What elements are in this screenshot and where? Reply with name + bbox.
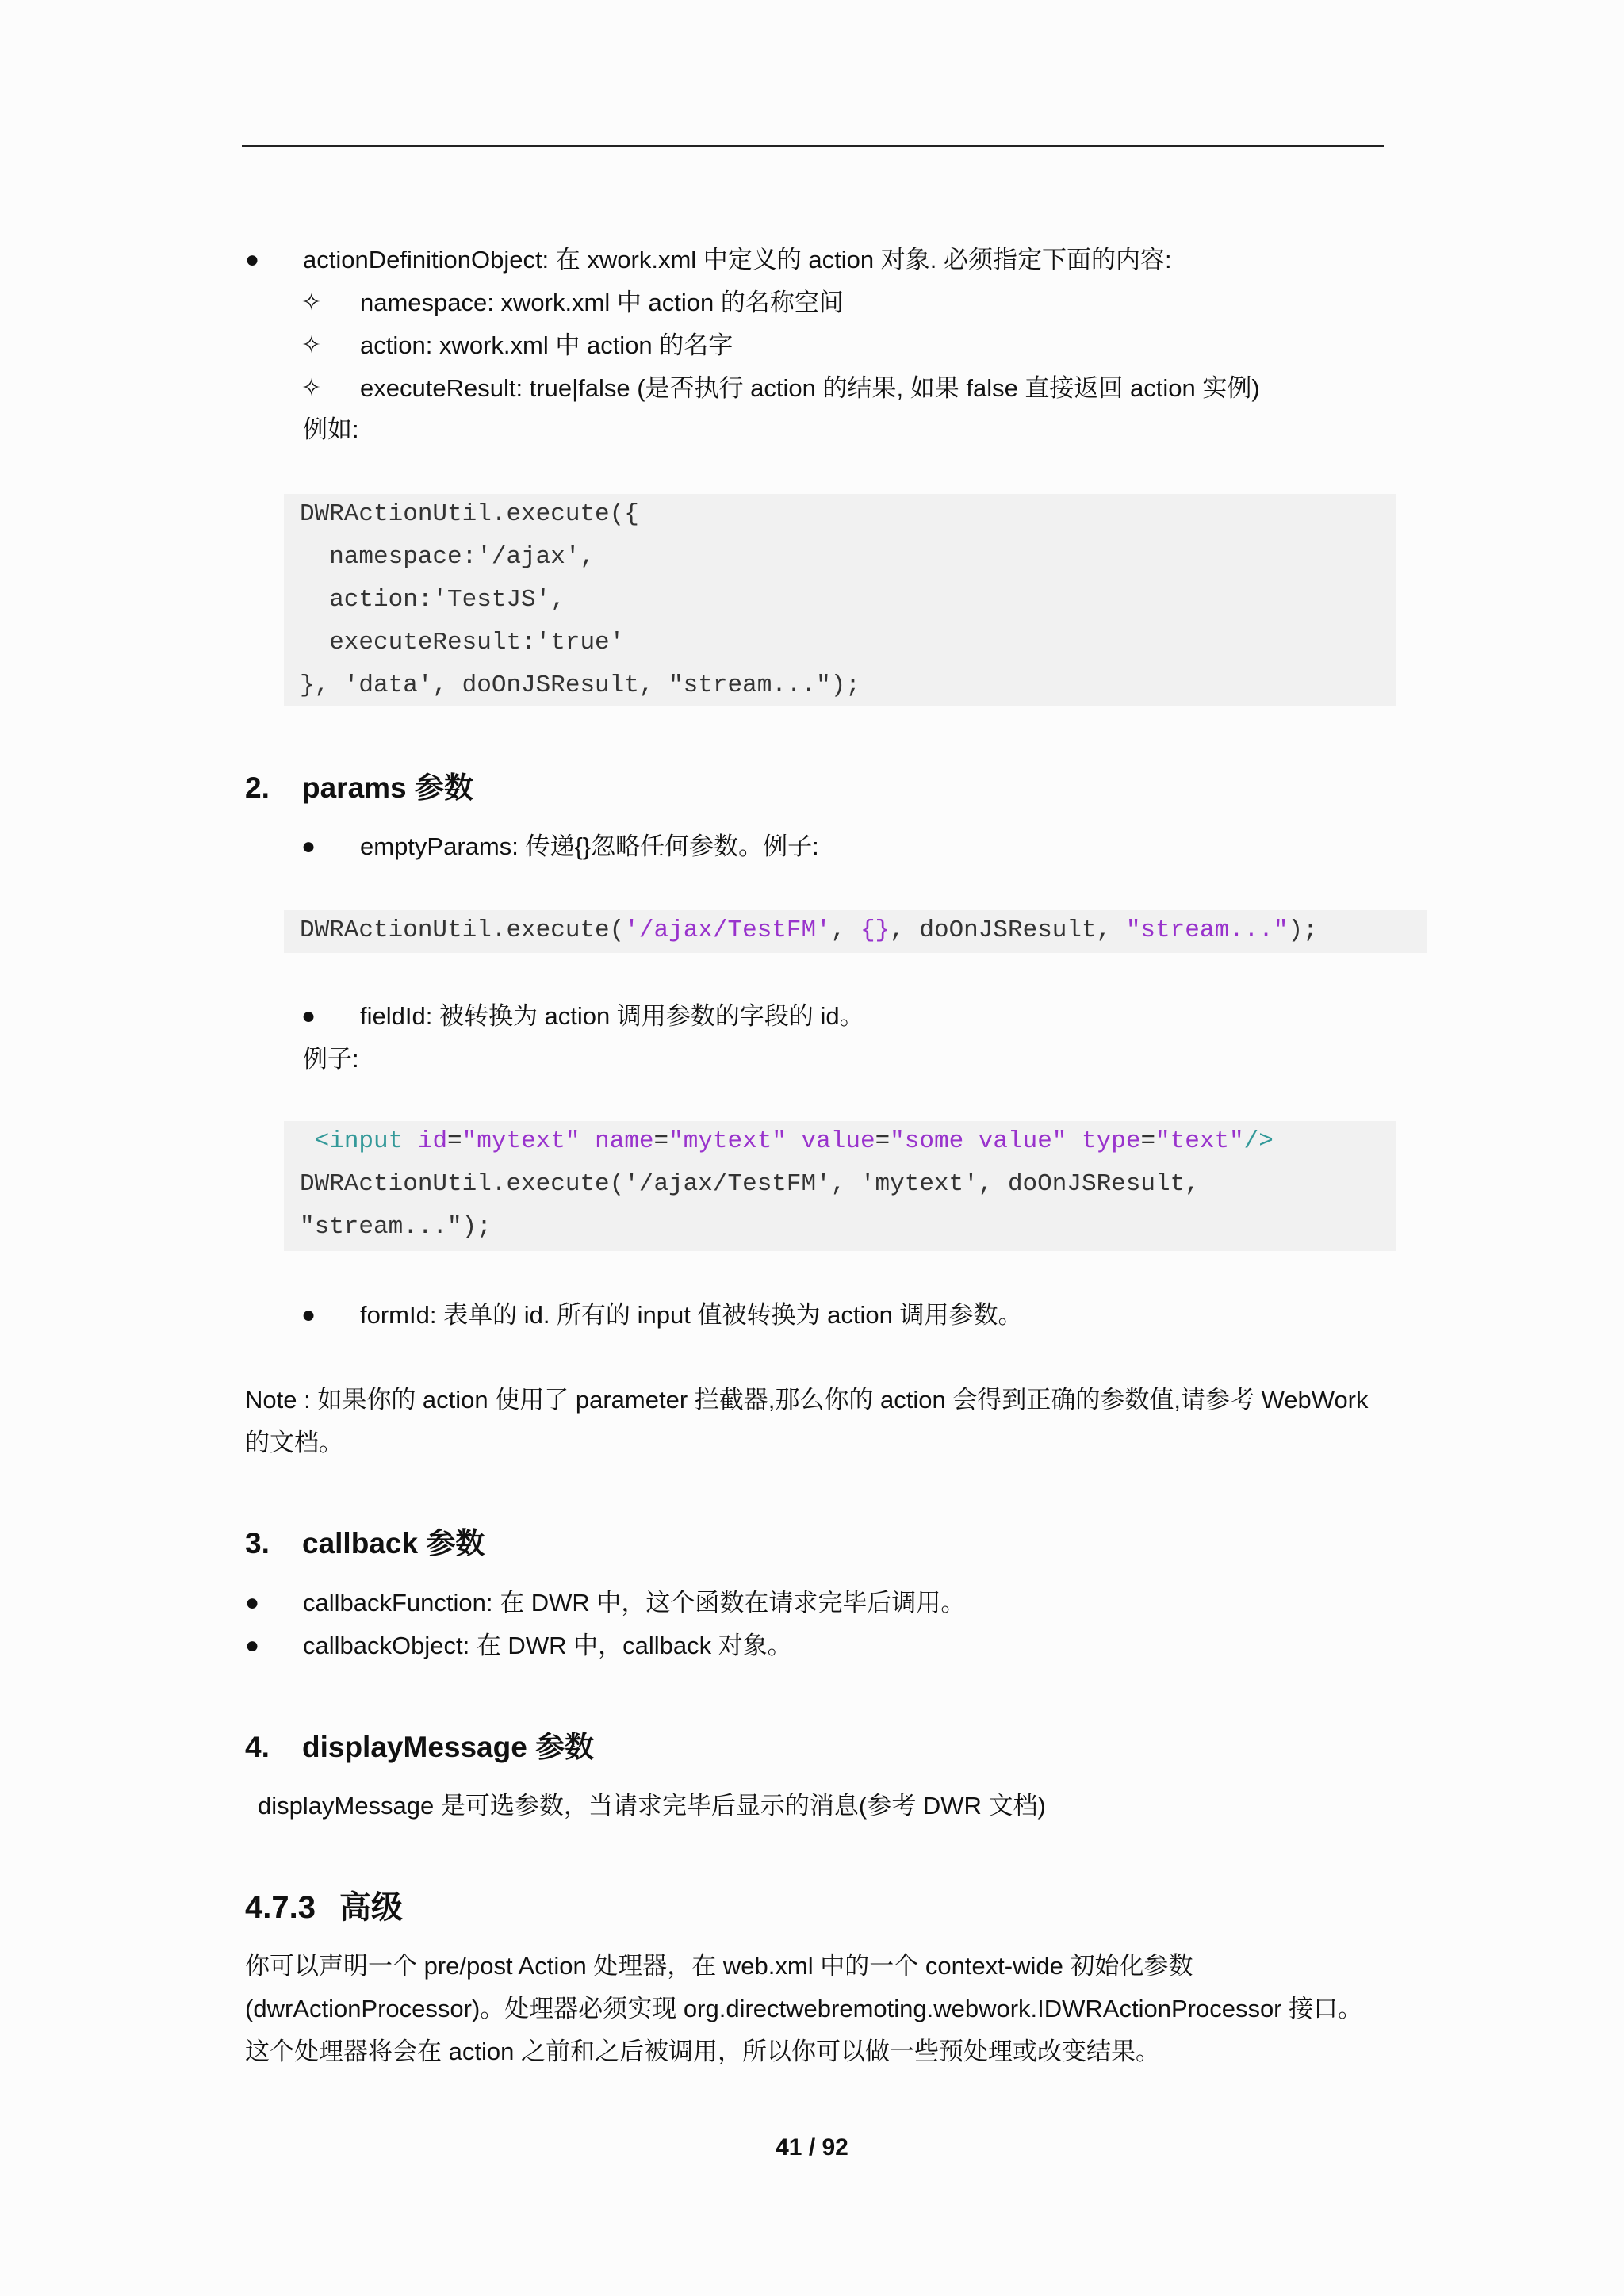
code-text: , doOnJSResult,	[890, 916, 1126, 944]
code-text: );	[1288, 916, 1318, 944]
code-string: "text"	[1155, 1127, 1244, 1155]
code-text: =	[653, 1127, 669, 1155]
code-attr: value	[786, 1127, 875, 1155]
bullet-icon: ●	[245, 1632, 260, 1659]
section-heading-params	[245, 769, 473, 807]
code-line: namespace:'/ajax',	[300, 543, 596, 571]
code-string: '/ajax/TestFM'	[624, 916, 831, 944]
code-attr: id	[403, 1127, 448, 1155]
sub-bullet-action: action: xwork.xml 中 action 的名字	[360, 331, 733, 359]
bullet-form-id: formId: 表单的 id. 所有的 input 值被转换为 action 调用参数。	[360, 1301, 1023, 1329]
code-string: "some value"	[890, 1127, 1067, 1155]
example-label: 例如:	[303, 415, 359, 443]
section-number: 4.	[245, 1731, 270, 1763]
code-text: ,	[830, 916, 860, 944]
bullet-icon: ●	[245, 247, 260, 273]
bullet-action-definition: actionDefinitionObject: 在 xwork.xml 中定义的 action 对象. 必须指定下面的内容:	[303, 246, 1172, 274]
advanced-paragraph-line: (dwrActionProcessor)。处理器必须实现 org.directwebremoting.webwork.IDWRActionProcessor 接口。	[245, 1995, 1363, 2022]
code-block-field-id	[284, 1121, 1396, 1251]
code-text: DWRActionUtil.execute(	[300, 916, 625, 944]
code-string: "mytext"	[462, 1127, 580, 1155]
sub-bullet-execute-result: executeResult: true|false (是否执行 action 的结果, 如果 false 直接返回 action 实例)	[360, 374, 1260, 402]
sub-bullet-icon: ✧	[301, 289, 322, 316]
code-line: DWRActionUtil.execute('/ajax/TestFM', 'mytext', doOnJSResult,	[300, 1170, 1200, 1198]
code-line	[300, 915, 1318, 947]
example-label: 例子:	[303, 1045, 359, 1073]
bullet-icon: ●	[301, 1302, 316, 1328]
bullet-field-id: fieldId: 被转换为 action 调用参数的字段的 id。	[360, 1002, 864, 1030]
bullet-icon: ●	[301, 833, 316, 859]
code-text: =	[447, 1127, 462, 1155]
sub-bullet-namespace: namespace: xwork.xml 中 action 的名称空间	[360, 289, 844, 316]
bullet-empty-params: emptyParams: 传递{}忽略任何参数。例子:	[360, 832, 819, 860]
page-number: 41 / 92	[776, 2134, 848, 2160]
bullet-callback-function: callbackFunction: 在 DWR 中，这个函数在请求完毕后调用。	[303, 1589, 966, 1617]
code-string: "stream..."	[1125, 916, 1289, 944]
advanced-paragraph-line: 这个处理器将会在 action 之前和之后被调用，所以你可以做一些预处理或改变结果。	[245, 2038, 1160, 2065]
display-message-text: displayMessage 是可选参数，当请求完毕后显示的消息(参考 DWR 文档)	[258, 1792, 1046, 1820]
code-attr: type	[1067, 1127, 1141, 1155]
sub-bullet-icon: ✧	[301, 375, 322, 401]
header-rule	[242, 145, 1384, 147]
section-title: 高级	[339, 1890, 403, 1925]
note-line-1: Note : 如果你的 action 使用了 parameter 拦截器,那么你的 action 会得到正确的参数值,请参考 WebWork	[245, 1386, 1369, 1414]
code-string: "mytext"	[668, 1127, 787, 1155]
section-heading-advanced	[245, 1887, 403, 1928]
section-number: 4.7.3	[245, 1890, 316, 1925]
code-line: action:'TestJS',	[300, 586, 565, 614]
code-tag: <input	[314, 1127, 404, 1155]
bullet-callback-object: callbackObject: 在 DWR 中，callback 对象。	[303, 1632, 792, 1659]
bullet-icon: ●	[245, 1590, 260, 1616]
section-title: params 参数	[302, 771, 473, 804]
advanced-paragraph-line: 你可以声明一个 pre/post Action 处理器，在 web.xml 中的一个 context-wide 初始化参数	[245, 1952, 1193, 1980]
code-string: {}	[860, 916, 891, 944]
sub-bullet-icon: ✧	[301, 332, 322, 358]
section-title: displayMessage 参数	[302, 1731, 595, 1763]
code-line: }, 'data', doOnJSResult, "stream...");	[300, 672, 860, 699]
section-heading-callback	[245, 1525, 485, 1563]
bullet-icon: ●	[301, 1003, 316, 1029]
section-number: 3.	[245, 1527, 270, 1559]
section-number: 2.	[245, 771, 270, 804]
code-line: "stream...");	[300, 1213, 492, 1241]
code-text: =	[875, 1127, 891, 1155]
code-line: DWRActionUtil.execute({	[300, 500, 639, 528]
code-block-empty-params	[284, 910, 1427, 953]
section-title: callback 参数	[302, 1527, 485, 1559]
note-line-2: 的文档。	[245, 1429, 343, 1456]
code-text: =	[1140, 1127, 1156, 1155]
code-tag: />	[1243, 1127, 1274, 1155]
code-line: executeResult:'true'	[300, 629, 625, 656]
code-line	[300, 1126, 1274, 1158]
section-heading-display-message	[245, 1728, 594, 1766]
code-block-execute-object	[284, 494, 1396, 706]
code-attr: name	[580, 1127, 654, 1155]
